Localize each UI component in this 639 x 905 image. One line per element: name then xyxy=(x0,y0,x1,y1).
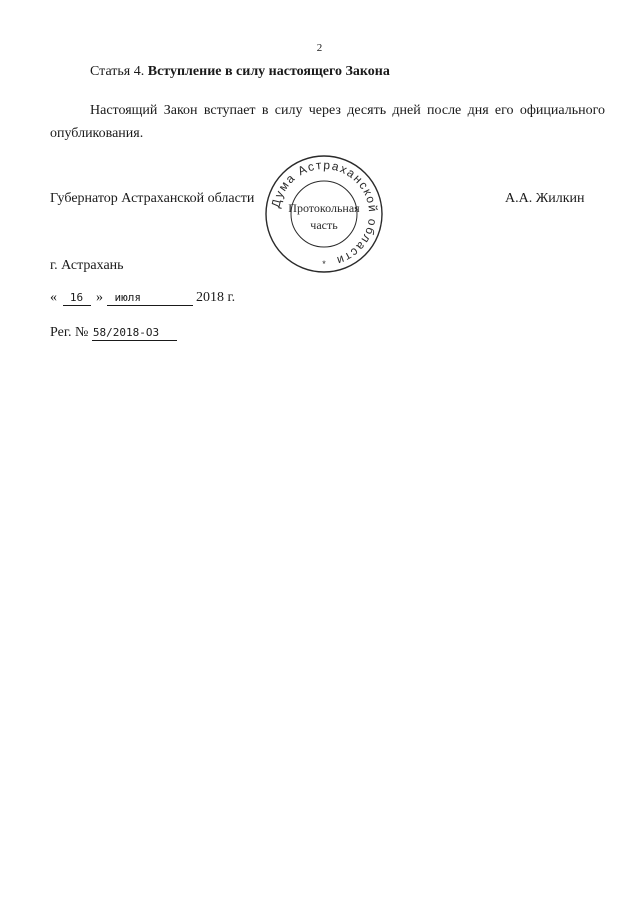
date-month: июля xyxy=(107,291,193,306)
registration-label: Рег. № xyxy=(50,325,89,340)
signing-date xyxy=(50,290,235,306)
seal-ring-text: Дума Астраханской области xyxy=(268,157,381,269)
official-seal xyxy=(263,153,385,275)
city: г. Астрахань xyxy=(50,258,124,273)
article-heading xyxy=(90,64,390,80)
page-number: 2 xyxy=(316,42,323,54)
article-prefix: Статья 4. xyxy=(90,64,145,79)
governor-title: Губернатор Астраханской области xyxy=(50,191,255,206)
date-day: 16 xyxy=(63,291,91,306)
seal-inner-line1: Протокольная xyxy=(288,201,360,215)
article-title: Вступление в силу настоящего Закона xyxy=(147,64,390,79)
seal-star: * xyxy=(322,259,326,269)
registration-number: 58/2018-ОЗ xyxy=(92,326,177,341)
seal-inner-line2: часть xyxy=(310,218,338,232)
registration-line xyxy=(50,325,177,341)
date-year: 2018 г. xyxy=(196,290,236,305)
date-close-quote: » xyxy=(96,290,103,305)
governor-name: А.А. Жилкин xyxy=(505,191,585,206)
body-paragraph: Настоящий Закон вступает в силу через десять дней после дня его официального опубликования. xyxy=(50,103,605,141)
date-open-quote: « xyxy=(50,290,57,305)
